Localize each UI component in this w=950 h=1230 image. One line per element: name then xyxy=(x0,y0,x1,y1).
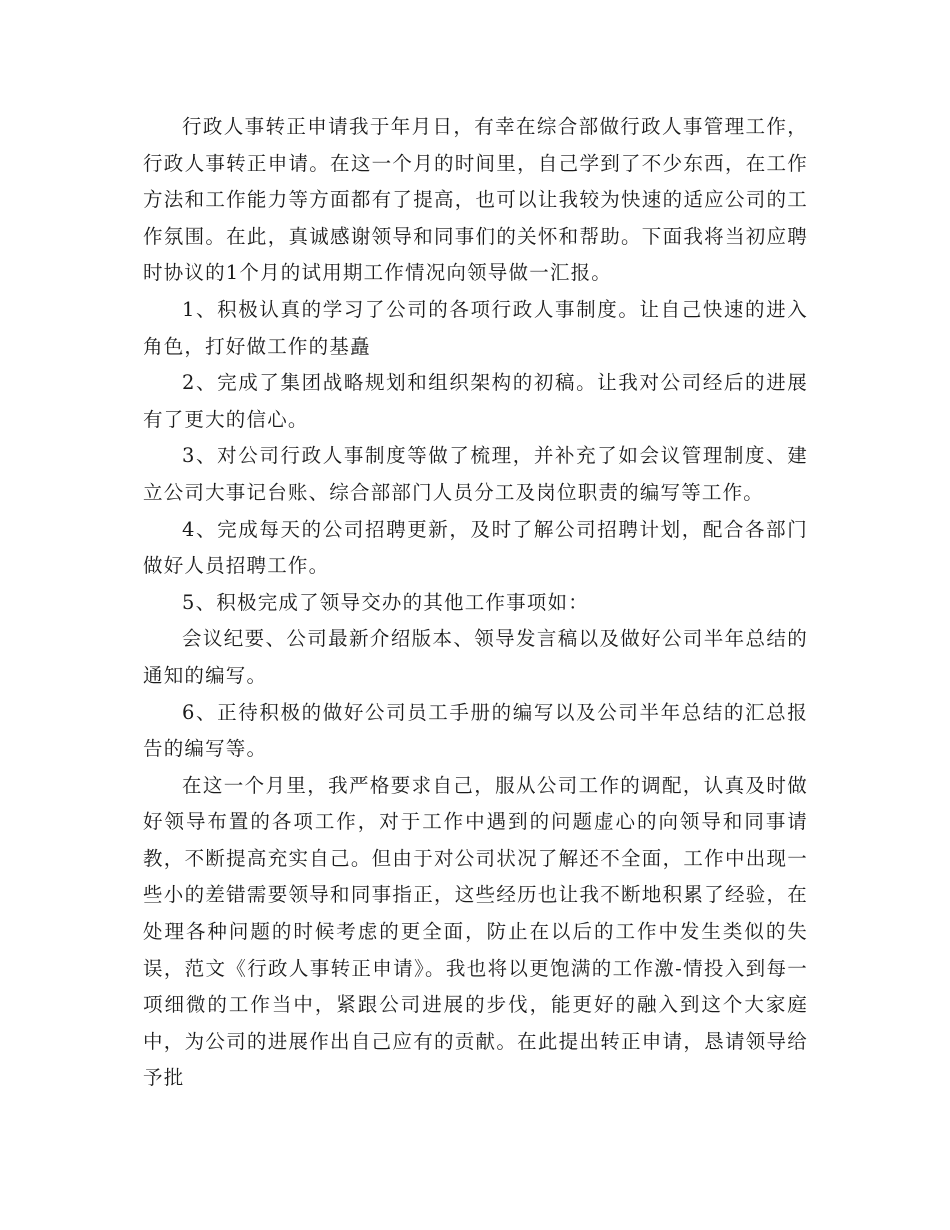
paragraph-item-5: 5、积极完成了领导交办的其他工作事项如： xyxy=(182,590,589,614)
paragraph-item-5-detail: 会议纪要、公司最新介绍版本、领导发言稿以及做好公司半年总结的通知的编写。 xyxy=(143,627,808,687)
document-body xyxy=(143,109,808,1097)
paragraph-item-2: 2、完成了集团战略规划和组织架构的初稿。让我对公司经后的进展有了更大的信心。 xyxy=(143,371,808,431)
paragraph-item-1: 1、积极认真的学习了公司的各项行政人事制度。让自己快速的进入角色，打好做工作的基矗 xyxy=(143,297,808,358)
paragraph-item-4: 4、完成每天的公司招聘更新，及时了解公司招聘计划，配合各部门做好人员招聘工作。 xyxy=(143,517,808,578)
paragraph-item-3: 3、对公司行政人事制度等做了梳理，并补充了如会议管理制度、建立公司大事记台账、综合部部门人员分工及岗位职责的编写等工作。 xyxy=(143,444,808,504)
paragraph-intro: 行政人事转正申请我于年月日，有幸在综合部做行政人事管理工作，行政人事转正申请。在这一个月的时间里，自己学到了不少东西，在工作方法和工作能力等方面都有了提高，也可以让我较为快速的适应公司的工作氛围。在此，真诚感谢领导和同事们的关怀和帮助。下面我将当初应聘时协议的1个月的试用期工作情况向领导做一汇报。 xyxy=(143,115,808,285)
paragraph-conclusion: 在这一个月里，我严格要求自己，服从公司工作的调配，认真及时做好领导布置的各项工作，对于工作中遇到的问题虚心的向领导和同事请教，不断提高充实自己。但由于对公司状况了解还不全面，工作中出现一些小的差错需要领导和同事指正，这些经历也让我不断地积累了经验，在处理各种问题的时候考虑的更全面，防止在以后的工作中发生类似的失误，范文《行政人事转正申请》。我也将以更饱满的工作激-情投入到每一项细微的工作当中，紧跟公司进展的步伐，能更好的融入到这个大家庭中，为公司的进展作出自己应有的贡献。在此提出转正申请，恳请领导给予批 xyxy=(143,773,808,1090)
paragraph-item-6: 6、正待积极的做好公司员工手册的编写以及公司半年总结的汇总报告的编写等。 xyxy=(143,700,808,761)
